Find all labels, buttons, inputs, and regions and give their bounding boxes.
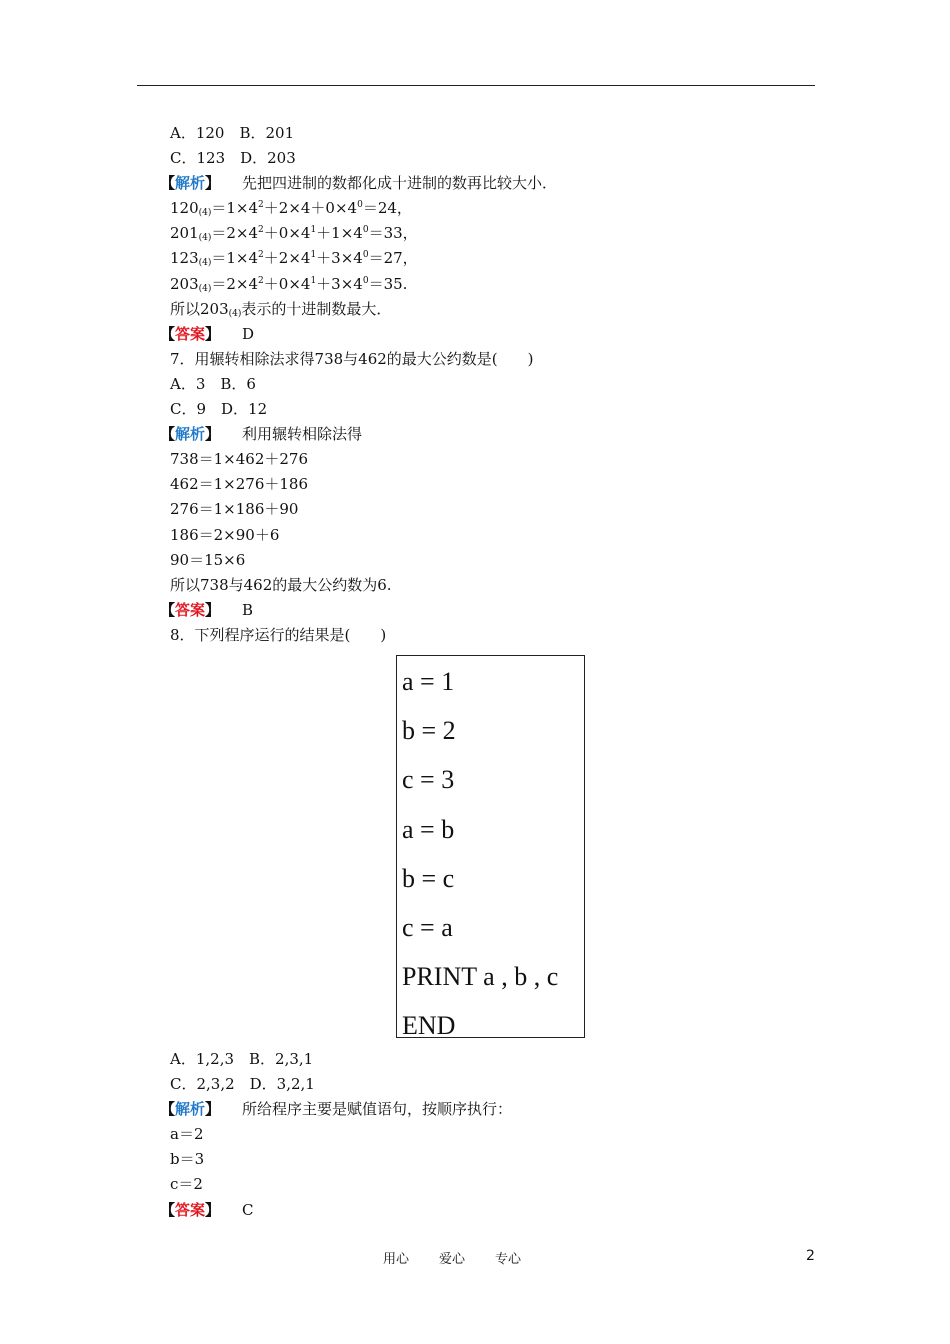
q7-step-2: 462＝1×276＋186 bbox=[170, 475, 309, 494]
q8-step-1: a＝2 bbox=[170, 1125, 204, 1144]
code-line: c = 3 bbox=[402, 765, 455, 795]
q7-step-3: 276＝1×186＋90 bbox=[170, 500, 299, 519]
analysis-tag: 【解析】 bbox=[160, 425, 221, 444]
q7-analysis-line bbox=[160, 422, 810, 447]
code-line: c = a bbox=[402, 912, 453, 942]
q6-answer-line bbox=[160, 322, 810, 347]
q7-step-1: 738＝1×462＋276 bbox=[170, 450, 309, 469]
page-number: 2 bbox=[806, 1248, 815, 1264]
q8-analysis-text: 所给程序主要是赋值语句，按顺序执行： bbox=[242, 1100, 513, 1119]
analysis-tag: 【解析】 bbox=[160, 1100, 221, 1119]
q6-option-line-2: C．123 D．203 bbox=[170, 149, 296, 168]
code-line: b = 2 bbox=[402, 716, 456, 746]
q7-analysis-text: 利用辗转相除法得 bbox=[242, 425, 363, 444]
q7-option-line-2: C．9 D．12 bbox=[170, 400, 268, 419]
code-line: b = c bbox=[402, 863, 455, 893]
q8-option-line-2: C．2,3,2 D．3,2,1 bbox=[170, 1075, 315, 1094]
code-line: a = b bbox=[402, 814, 455, 844]
q6-option-line-1: A．120 B．201 bbox=[170, 124, 295, 142]
q7-step-5: 90＝15×6 bbox=[170, 550, 246, 569]
code-line: END bbox=[402, 1011, 456, 1041]
q7-answer-line bbox=[160, 598, 810, 623]
header-rule bbox=[137, 85, 815, 86]
answer-tag: 【答案】 bbox=[160, 324, 221, 343]
q8-step-3: c＝2 bbox=[170, 1175, 203, 1194]
q8-question: 8．下列程序运行的结果是( ) bbox=[170, 625, 387, 644]
page-content bbox=[160, 121, 810, 648]
page-footer bbox=[0, 1248, 950, 1268]
footer-item: 爱心 bbox=[439, 1252, 466, 1267]
program-code-box bbox=[396, 655, 585, 1041]
footer-item: 专心 bbox=[495, 1252, 522, 1267]
q6-analysis-line bbox=[160, 171, 810, 196]
q8-option-line-1: A．1,2,3 B．2,3,1 bbox=[170, 1050, 314, 1068]
q8-remainder bbox=[160, 1047, 810, 1223]
footer-motto bbox=[383, 1248, 551, 1267]
q6-equation-2: $201_{(4)}=2\times 4^2+0\times 4^1+1\times 4^0=33$， bbox=[170, 224, 418, 244]
q6-analysis-text: 先把四进制的数都化成十进制的数再比较大小． bbox=[242, 174, 558, 193]
q6-equation-4: $203_{(4)}=2\times 4^2+0\times 4^1+3\times 4^0=35$. bbox=[170, 274, 408, 294]
q7-question: 7．用辗转相除法求得738与462的最大公约数是( ) bbox=[170, 349, 534, 368]
q7-step-4: 186＝2×90＋6 bbox=[170, 525, 280, 544]
code-line: a = 1 bbox=[402, 667, 455, 696]
q7-answer-value: B bbox=[242, 600, 254, 619]
q8-answer-value: C bbox=[242, 1200, 254, 1219]
q6-equation-1: $120_{(4)}=1\times 4^2+2\times 4+0\times 4^0=24$， bbox=[170, 199, 412, 219]
q8-analysis-line bbox=[160, 1097, 810, 1122]
answer-tag: 【答案】 bbox=[160, 1200, 221, 1219]
q7-option-line-1: A．3 B．6 bbox=[170, 374, 256, 393]
q8-step-2: b＝3 bbox=[170, 1150, 205, 1169]
code-line: PRINT a , b , c bbox=[402, 962, 559, 992]
footer-item: 用心 bbox=[383, 1252, 410, 1267]
q6-equation-3: $123_{(4)}=1\times 4^2+2\times 4^1+3\times 4^0=27$， bbox=[170, 249, 418, 269]
q7-conclusion: 所以738与462的最大公约数为6. bbox=[170, 575, 392, 594]
q6-answer-value: D bbox=[242, 324, 255, 343]
q8-answer-line bbox=[160, 1198, 810, 1223]
analysis-tag: 【解析】 bbox=[160, 174, 221, 193]
answer-tag: 【答案】 bbox=[160, 600, 221, 619]
q6-conclusion: 所以$203_{(4)}$表示的十进制数最大． bbox=[170, 299, 392, 319]
